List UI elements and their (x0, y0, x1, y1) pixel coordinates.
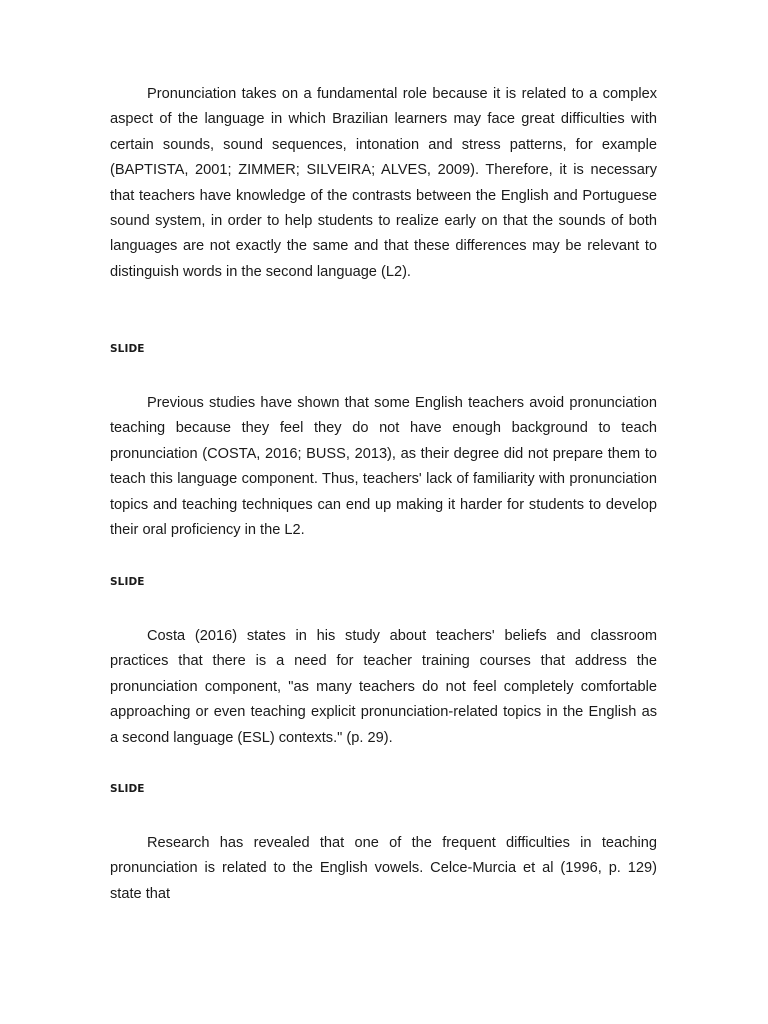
slide-marker-1: SLIDE (110, 343, 145, 355)
slide-marker-3: SLIDE (110, 783, 145, 795)
paragraph-costa-2016: Costa (2016) states in his study about teachers' beliefs and classroom practices that there is a need for teacher training courses that address the pronunciation component, "as many teachers do not feel completely comfortable approaching or even teaching explicit pronunciation-related topics in the English as a second language (ESL) contexts." (p. 29). (110, 628, 657, 746)
paragraph-pronunciation-role: Pronunciation takes on a fundamental role because it is related to a complex aspect of the language in which Brazilian learners may face great difficulties with certain sounds, sound sequences, intonation and stress patterns, for example (BAPTISTA, 2001; ZIMMER; SILVEIRA; ALVES, 2009). Therefore, it is necessary that teachers have knowledge of the contrasts between the English and Portuguese sound system, in order to help students to realize early on that the sounds of both languages are not exactly the same and that these differences may be relevant to distinguish words in the second language (L2). (110, 86, 657, 280)
paragraph-research-vowels: Research has revealed that one of the frequent difficulties in teaching pronunciation is related to the English vowels. Celce-Murcia et al (1996, p. 129) state that (110, 835, 657, 902)
slide-marker-2: SLIDE (110, 576, 145, 588)
paragraph-previous-studies: Previous studies have shown that some English teachers avoid pronunciation teaching because they feel they do not have enough background to teach pronunciation (COSTA, 2016; BUSS, 2013), as their degree did not prepare them to teach this language component. Thus, teachers' lack of familiarity with pronunciation topics and teaching techniques can end up making it harder for students to develop their oral proficiency in the L2. (110, 395, 657, 539)
